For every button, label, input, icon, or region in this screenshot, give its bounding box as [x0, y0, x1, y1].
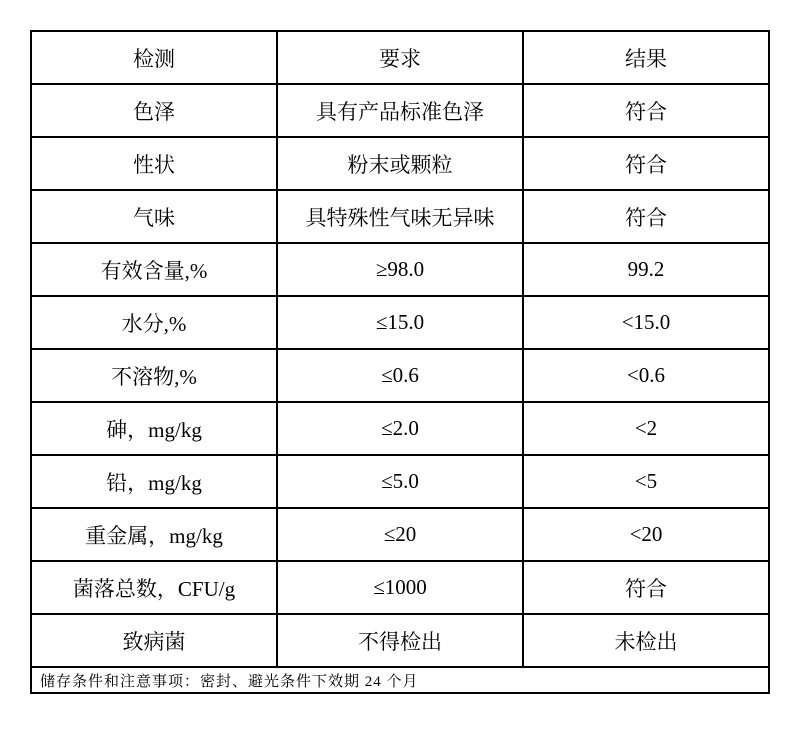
table-row [31, 402, 769, 455]
result-cell: 符合 [523, 84, 769, 137]
requirement-cell: 具有产品标准色泽 [277, 84, 523, 137]
table-row [31, 561, 769, 614]
table-footer-row [31, 667, 769, 693]
result-cell: <5 [523, 455, 769, 508]
test-item-cell: 致病菌 [31, 614, 277, 667]
requirement-cell: ≤5.0 [277, 455, 523, 508]
header-cell-test: 检测 [31, 31, 277, 84]
test-item-cell: 气味 [31, 190, 277, 243]
table-row [31, 84, 769, 137]
table-row [31, 243, 769, 296]
requirement-cell: ≤1000 [277, 561, 523, 614]
table-row [31, 296, 769, 349]
result-cell: 99.2 [523, 243, 769, 296]
table-row [31, 349, 769, 402]
header-cell-requirement: 要求 [277, 31, 523, 84]
requirement-cell: 具特殊性气味无异味 [277, 190, 523, 243]
requirement-cell: 不得检出 [277, 614, 523, 667]
requirement-cell: ≤20 [277, 508, 523, 561]
requirement-cell: ≤2.0 [277, 402, 523, 455]
test-item-cell: 性状 [31, 137, 277, 190]
table-row [31, 190, 769, 243]
result-cell: <2 [523, 402, 769, 455]
result-cell: 符合 [523, 190, 769, 243]
requirement-cell: ≤15.0 [277, 296, 523, 349]
test-item-cell: 菌落总数，CFU/g [31, 561, 277, 614]
test-item-cell: 砷，mg/kg [31, 402, 277, 455]
test-item-cell: 重金属，mg/kg [31, 508, 277, 561]
test-item-cell: 色泽 [31, 84, 277, 137]
table-row [31, 455, 769, 508]
result-cell: 符合 [523, 137, 769, 190]
requirement-cell: ≤0.6 [277, 349, 523, 402]
test-item-cell: 有效含量,% [31, 243, 277, 296]
result-cell: 未检出 [523, 614, 769, 667]
table-header-row [31, 31, 769, 84]
requirement-cell: 粉末或颗粒 [277, 137, 523, 190]
result-cell: <0.6 [523, 349, 769, 402]
table-row [31, 137, 769, 190]
table-row [31, 508, 769, 561]
table-row [31, 614, 769, 667]
storage-conditions-note: 储存条件和注意事项：密封、避光条件下效期 24 个月 [31, 667, 769, 693]
spec-table [30, 30, 770, 694]
test-item-cell: 不溶物,% [31, 349, 277, 402]
result-cell: 符合 [523, 561, 769, 614]
header-cell-result: 结果 [523, 31, 769, 84]
requirement-cell: ≥98.0 [277, 243, 523, 296]
test-item-cell: 水分,% [31, 296, 277, 349]
result-cell: <20 [523, 508, 769, 561]
test-item-cell: 铅，mg/kg [31, 455, 277, 508]
result-cell: <15.0 [523, 296, 769, 349]
